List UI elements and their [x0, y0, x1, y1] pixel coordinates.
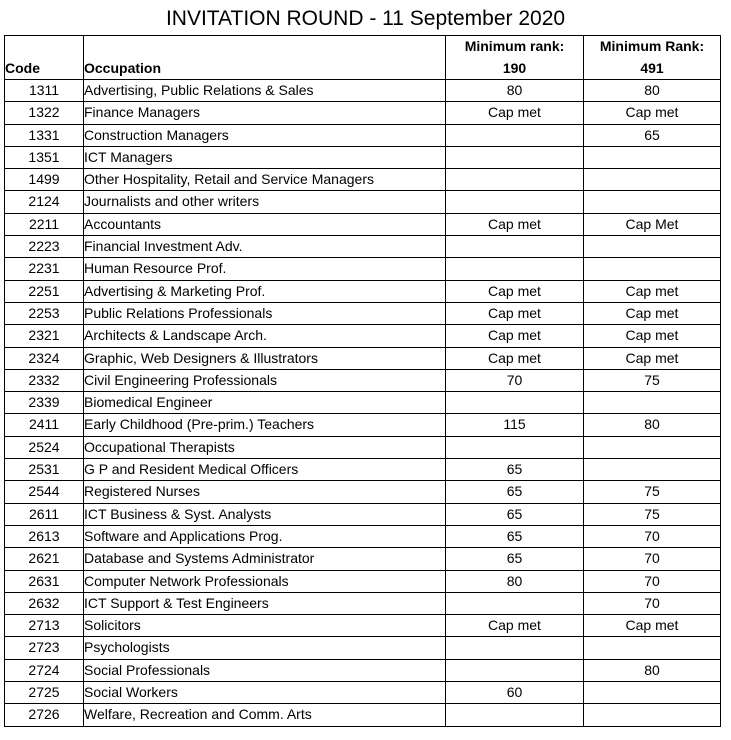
code-cell: 2725: [5, 682, 84, 704]
occupation-cell: Welfare, Recreation and Comm. Arts: [84, 704, 446, 726]
header-min-rank-2-label: Minimum Rank:: [599, 38, 705, 55]
min-rank-2-cell: [584, 169, 721, 191]
min-rank-2-cell: 70: [584, 570, 721, 592]
table-row: [5, 102, 721, 124]
min-rank-1-cell: [446, 146, 584, 168]
min-rank-1-cell: 80: [446, 570, 584, 592]
code-cell: 2253: [5, 302, 84, 324]
min-rank-1-cell: 115: [446, 414, 584, 436]
table-row: [5, 459, 721, 481]
min-rank-2-cell: Cap met: [584, 615, 721, 637]
table-row: [5, 615, 721, 637]
table-row: [5, 525, 721, 547]
min-rank-1-cell: [446, 659, 584, 681]
min-rank-2-cell: [584, 682, 721, 704]
min-rank-1-cell: Cap met: [446, 302, 584, 324]
min-rank-1-cell: Cap met: [446, 347, 584, 369]
occupation-cell: Solicitors: [84, 615, 446, 637]
code-cell: 2631: [5, 570, 84, 592]
table-row: [5, 236, 721, 258]
min-rank-1-cell: [446, 258, 584, 280]
occupation-cell: Journalists and other writers: [84, 191, 446, 213]
min-rank-1-cell: Cap met: [446, 325, 584, 347]
table-row: [5, 570, 721, 592]
min-rank-1-cell: 65: [446, 503, 584, 525]
min-rank-1-cell: 65: [446, 459, 584, 481]
code-cell: 2321: [5, 325, 84, 347]
min-rank-2-cell: 80: [584, 80, 721, 102]
code-cell: 2231: [5, 258, 84, 280]
table-row: [5, 213, 721, 235]
min-rank-1-cell: Cap met: [446, 280, 584, 302]
min-rank-1-cell: [446, 236, 584, 258]
min-rank-2-cell: Cap Met: [584, 213, 721, 235]
min-rank-2-cell: 75: [584, 369, 721, 391]
occupation-cell: Computer Network Professionals: [84, 570, 446, 592]
occupation-cell: Psychologists: [84, 637, 446, 659]
min-rank-2-cell: 80: [584, 414, 721, 436]
min-rank-1-cell: [446, 436, 584, 458]
occupation-cell: Civil Engineering Professionals: [84, 369, 446, 391]
table-row: [5, 392, 721, 414]
code-cell: 2544: [5, 481, 84, 503]
table-row: [5, 481, 721, 503]
min-rank-2-cell: Cap met: [584, 280, 721, 302]
code-cell: 2632: [5, 592, 84, 614]
occupation-cell: Advertising & Marketing Prof.: [84, 280, 446, 302]
min-rank-2-cell: 80: [584, 659, 721, 681]
min-rank-2-cell: Cap met: [584, 347, 721, 369]
table-row: [5, 503, 721, 525]
occupation-cell: Database and Systems Administrator: [84, 548, 446, 570]
min-rank-2-cell: [584, 258, 721, 280]
min-rank-1-cell: 65: [446, 548, 584, 570]
code-cell: 2411: [5, 414, 84, 436]
min-rank-1-cell: Cap met: [446, 213, 584, 235]
min-rank-1-cell: [446, 124, 584, 146]
table-row: [5, 124, 721, 146]
header-min-rank-2-value: 491: [640, 59, 664, 76]
table-row: [5, 169, 721, 191]
min-rank-2-cell: 70: [584, 525, 721, 547]
occupation-cell: Occupational Therapists: [84, 436, 446, 458]
code-cell: 1351: [5, 146, 84, 168]
min-rank-1-cell: 60: [446, 682, 584, 704]
occupation-cell: Public Relations Professionals: [84, 302, 446, 324]
min-rank-2-cell: [584, 146, 721, 168]
min-rank-1-cell: [446, 169, 584, 191]
table-row: [5, 637, 721, 659]
table-row: [5, 548, 721, 570]
min-rank-2-cell: [584, 704, 721, 726]
occupation-cell: Architects & Landscape Arch.: [84, 325, 446, 347]
table-row: [5, 302, 721, 324]
table-row: [5, 369, 721, 391]
occupation-cell: Construction Managers: [84, 124, 446, 146]
code-cell: 2339: [5, 392, 84, 414]
code-cell: 2531: [5, 459, 84, 481]
header-code: Code: [5, 36, 84, 80]
min-rank-1-cell: 70: [446, 369, 584, 391]
min-rank-1-cell: 65: [446, 481, 584, 503]
code-cell: 1311: [5, 80, 84, 102]
code-cell: 2324: [5, 347, 84, 369]
header-min-rank-1-label: Minimum rank:: [464, 38, 565, 55]
code-cell: 2621: [5, 548, 84, 570]
min-rank-2-cell: 65: [584, 124, 721, 146]
occupation-cell: Accountants: [84, 213, 446, 235]
code-cell: 2211: [5, 213, 84, 235]
table-row: [5, 191, 721, 213]
min-rank-2-cell: [584, 436, 721, 458]
code-cell: 1499: [5, 169, 84, 191]
table-row: [5, 146, 721, 168]
min-rank-1-cell: [446, 637, 584, 659]
min-rank-1-cell: [446, 592, 584, 614]
occupation-cell: Registered Nurses: [84, 481, 446, 503]
min-rank-2-cell: Cap met: [584, 302, 721, 324]
occupation-cell: ICT Managers: [84, 146, 446, 168]
min-rank-2-cell: Cap met: [584, 102, 721, 124]
table-row: [5, 436, 721, 458]
table-header: [5, 36, 721, 80]
min-rank-1-cell: [446, 392, 584, 414]
occupation-cell: Biomedical Engineer: [84, 392, 446, 414]
occupation-cell: ICT Support & Test Engineers: [84, 592, 446, 614]
occupation-cell: ICT Business & Syst. Analysts: [84, 503, 446, 525]
table-row: [5, 280, 721, 302]
table-row: [5, 659, 721, 681]
min-rank-1-cell: [446, 704, 584, 726]
occupation-cell: Financial Investment Adv.: [84, 236, 446, 258]
min-rank-2-cell: 75: [584, 503, 721, 525]
table-row: [5, 80, 721, 102]
code-cell: 2332: [5, 369, 84, 391]
header-min-rank-1-value: 190: [502, 59, 527, 76]
invitation-round-table: [4, 35, 721, 727]
occupation-cell: Graphic, Web Designers & Illustrators: [84, 347, 446, 369]
header-occupation: Occupation: [84, 36, 446, 80]
occupation-cell: Software and Applications Prog.: [84, 525, 446, 547]
occupation-cell: G P and Resident Medical Officers: [84, 459, 446, 481]
occupation-cell: Human Resource Prof.: [84, 258, 446, 280]
min-rank-1-cell: 65: [446, 525, 584, 547]
min-rank-1-cell: [446, 191, 584, 213]
min-rank-1-cell: 80: [446, 80, 584, 102]
code-cell: 2613: [5, 525, 84, 547]
min-rank-2-cell: 70: [584, 548, 721, 570]
code-cell: 2611: [5, 503, 84, 525]
table-body: [5, 80, 721, 727]
header-min-rank-2: [584, 36, 721, 80]
table-row: [5, 258, 721, 280]
min-rank-2-cell: [584, 459, 721, 481]
occupation-cell: Other Hospitality, Retail and Service Managers: [84, 169, 446, 191]
code-cell: 2723: [5, 637, 84, 659]
table-row: [5, 347, 721, 369]
code-cell: 2223: [5, 236, 84, 258]
code-cell: 2713: [5, 615, 84, 637]
min-rank-2-cell: [584, 392, 721, 414]
page-title: INVITATION ROUND - 11 September 2020: [165, 7, 566, 30]
occupation-cell: Advertising, Public Relations & Sales: [84, 80, 446, 102]
min-rank-2-cell: Cap met: [584, 325, 721, 347]
min-rank-2-cell: 75: [584, 481, 721, 503]
code-cell: 2251: [5, 280, 84, 302]
table-row: [5, 682, 721, 704]
code-cell: 2124: [5, 191, 84, 213]
occupation-cell: Social Professionals: [84, 659, 446, 681]
min-rank-1-cell: Cap met: [446, 102, 584, 124]
occupation-cell: Finance Managers: [84, 102, 446, 124]
table-row: [5, 325, 721, 347]
table-row: [5, 592, 721, 614]
min-rank-2-cell: [584, 191, 721, 213]
code-cell: 1322: [5, 102, 84, 124]
min-rank-2-cell: [584, 637, 721, 659]
code-cell: 1331: [5, 124, 84, 146]
min-rank-2-cell: 70: [584, 592, 721, 614]
code-cell: 2724: [5, 659, 84, 681]
code-cell: 2726: [5, 704, 84, 726]
table-row: [5, 414, 721, 436]
table-row: [5, 704, 721, 726]
occupation-cell: Social Workers: [84, 682, 446, 704]
min-rank-2-cell: [584, 236, 721, 258]
header-min-rank-1: [446, 36, 584, 80]
header-row: [5, 36, 721, 80]
min-rank-1-cell: Cap met: [446, 615, 584, 637]
code-cell: 2524: [5, 436, 84, 458]
occupation-cell: Early Childhood (Pre-prim.) Teachers: [84, 414, 446, 436]
